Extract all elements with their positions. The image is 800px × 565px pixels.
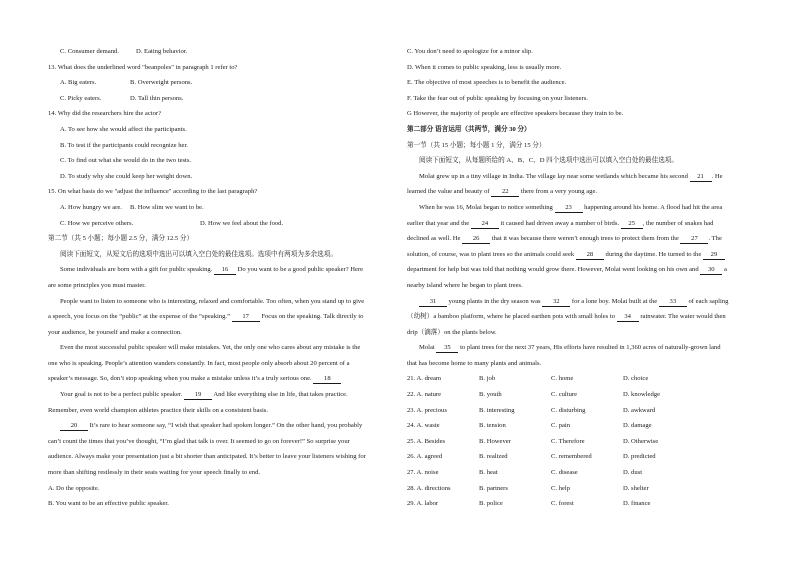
q15-option-b: B. How slim we want to be. [130, 203, 204, 211]
q12-option-c: C. Consumer demand. [60, 48, 119, 55]
blank-24[interactable]: 24 [471, 220, 499, 229]
q13-option-a: A. Big eaters. [60, 79, 97, 87]
blank-17[interactable]: 17 [232, 313, 260, 322]
blank-19[interactable]: 19 [184, 391, 212, 400]
q13-options-cd [48, 91, 390, 107]
option-c: C. You don’t need to apologize for a minor slip. [407, 48, 533, 55]
q14-option-b: B. To test if the participants could recognize her. [60, 141, 188, 149]
q14-option-c: C. To find out what she would do in the two tests. [60, 157, 192, 165]
blank-23[interactable]: 23 [555, 204, 583, 213]
passage-p5-line3: audience. Always make your presentation just a bit shorter than anticipated. It’s better to leave your listeners wishing for [48, 453, 366, 461]
q15-stem: 15. On what basis do we "adjust the influence" according to the last paragraph? [48, 188, 258, 196]
choice-row-29: 29. A. labor B. police C. forest D. finance [407, 500, 651, 508]
right-column [407, 44, 755, 512]
sec1-heading: 第一节（共 15 小题；每小题 1 分，满分 15 分） [407, 141, 546, 149]
passage-p4-line2: Remember, even world champion athletes practice their skills on a consistent basis. [48, 406, 269, 414]
blank-25[interactable]: 25 [621, 220, 643, 229]
q14-stem: 14. Why did the researchers hire the actor? [48, 110, 162, 118]
choice-row-22: 22. A. nature B. youth C. culture D. knowledge [407, 391, 660, 399]
q15-option-c: C. How we perceive others. [60, 219, 134, 227]
passage-p5-line1: 20 It’s rare to hear someone say, “I wish that speaker had spoken longer.” On the other hand, you probably [48, 418, 390, 434]
blank-21[interactable]: 21 [690, 173, 712, 182]
blank-29[interactable]: 29 [703, 251, 725, 260]
blank-31[interactable]: 31 [419, 298, 447, 307]
choice-row-25: 25. A. Besides B. However C. Therefore D. Otherwise [407, 437, 659, 445]
blank-20[interactable]: 20 [60, 422, 88, 431]
blank-16[interactable]: 16 [214, 266, 236, 275]
passage-p4-line1: Your goal is not to be a perfect public speaker. 19 And like everything else in life, that takes practice. [60, 391, 348, 399]
cloze-p2-line2: earlier that year and the 24 it caused had driven away a number of birds. 25 , the number of snakes had [407, 219, 714, 227]
choice-rows [407, 371, 755, 511]
blank-32[interactable]: 32 [542, 298, 570, 307]
q13-option-c: C. Picky eaters. [60, 94, 102, 102]
cloze-p2-line3: declined as well. He 26 that it was because there weren’t enough trees to protect them from the 27 . The [407, 235, 722, 243]
option-f: F. Take the fear out of public speaking by focusing on your listeners. [407, 94, 588, 102]
choice-row-27: 27. A. noise B. heat C. disease D. dust [407, 469, 643, 477]
cloze-p1-line2: learned the value and beauty of 22 there from a very young age. [407, 188, 598, 196]
passage-p2-line1: People want to listen to someone who is interesting, relaxed and comfortable. Too often, when you stand up to give [60, 297, 365, 305]
choice-row-21: 21. A. dream B. job C. home D. choice [407, 375, 649, 383]
passage-p2-line2: a speech, you focus on the “public” at the expense of the “speaking.” 17 Focus on the speaking. Talk directly to [48, 313, 364, 321]
blank-35[interactable]: 35 [436, 344, 458, 353]
left-column [48, 44, 390, 512]
cloze-p2-line1: When he was 16, Molai began to notice something 23 happening around his home. A flood had hit the area [419, 203, 723, 211]
choice-row-24: 24. A. waste B. tension C. pain D. damage [407, 422, 652, 430]
q15-options-cd [48, 216, 390, 232]
cloze-p2-line5: department for help but was told that nothing would grow there. However, Molai went looking on his own and 30 a [407, 266, 727, 274]
q15-options-ab [48, 200, 390, 216]
cloze-p3-line2: （幼树）a bamboo platform, where he placed earthen pots with small holes to 34 rainwater. The water would then [407, 313, 726, 321]
blank-34[interactable]: 34 [617, 313, 639, 322]
passage-p5-line2: can’t count the times that you’ve thought, “I’m glad that talk is over. It seemed to go on forever!” So surprise your [48, 437, 350, 445]
blank-28[interactable]: 28 [576, 251, 604, 260]
q14-option-a: A. To see how she would affect the participants. [60, 125, 187, 133]
q15-option-a: A. How hungry we are. [60, 203, 122, 211]
blank-22[interactable]: 22 [491, 188, 519, 197]
q13-option-b: B. Overweight persons. [130, 79, 193, 87]
cloze-p4-line2: that has become home to many plants and animals. [407, 359, 542, 367]
q12-options [48, 44, 390, 60]
option-g: G However, the majority of people are effective speakers because they train to be. [407, 110, 624, 118]
sec1-instructions: 阅读下面短文，从每题所给的 A、B、C、D 四个选项中选出可以填入空白处的最佳选项。 [419, 157, 678, 165]
blank-27[interactable]: 27 [680, 235, 708, 244]
q13-option-d: D. Tall thin persons. [130, 94, 184, 102]
option-b: B. You want to be an effective public speaker. [48, 500, 169, 508]
option-e: E. The objective of most speeches is to benefit the audience. [407, 79, 567, 87]
blank-26[interactable]: 26 [462, 235, 490, 244]
option-d: D. When it comes to public speaking, less is usually more. [407, 63, 562, 71]
cloze-p2-line6: nearby island where he began to plant trees. [407, 281, 523, 289]
passage-p3-line2: one who is speaking. People’s attention wanders constantly. In fact, most people only absorb about 20 percent of a [48, 359, 350, 367]
cloze-p3-line1: 31 young plants in the dry season was 32 for a lone boy. Molai built at the 33 of each sapling [407, 294, 755, 310]
cloze-p2-line4: solution, of course, was to plant trees so the animals could seek 28 during the daytime. He turned to the 29 [407, 247, 755, 263]
passage-p3-line1: Even the most successful public speaker will make mistakes. Yet, the only one who cares about any mistake is the [60, 344, 361, 352]
cloze-p4-line1: Molai 35 to plant trees for the next 37 years, His efforts have resulted in 1,360 acres of naturally-grown land [419, 344, 721, 352]
cloze-p3-line3: drip（滴落）on the plants below. [407, 328, 497, 336]
passage-p1-line2: are some principles you must master. [48, 281, 146, 289]
q15-option-d: D. How we feel about the food. [200, 219, 284, 227]
option-a: A. Do the opposite. [48, 484, 100, 492]
q13-stem: 13. What does the underlined word "beanpoles" in paragraph 1 refer to? [48, 63, 238, 71]
section2-heading: 第二节（共 5 小题；每小题 2.5 分，满分 12.5 分） [48, 235, 194, 243]
choice-row-23: 23. A. precious B. interesting C. disturbing D. awkward [407, 406, 656, 414]
passage-p1-line1: Some individuals are born with a gift for public speaking. 16 Do you want to be a good public speaker? Here [60, 266, 364, 274]
choice-row-28: 28. A. directions B. partners C. help D. shelter [407, 484, 649, 492]
part2-heading: 第二部分 语言运用（共两节，满分 30 分） [407, 125, 531, 133]
q14-option-d: D. To study why she could keep her weight down. [60, 172, 193, 180]
section2-instructions: 阅读下面短文，从短文后的选项中选出可以填入空白处的最佳选项。选项中有两项为多余选项。 [60, 250, 337, 258]
cloze-p1-line1: Molai grew up in a tiny village in India. The village lay near some wetlands which became his second 21 . He [419, 172, 723, 180]
q13-options-ab [48, 75, 390, 91]
passage-p5-line4: more than shifting restlessly in their seats waiting for your speech finally to end. [48, 469, 261, 477]
blank-30[interactable]: 30 [700, 266, 722, 275]
passage-p3-line3: speaker’s message. So, don’t stop speaking when you make a mistake unless it’s a truly serious one. 18 [48, 371, 390, 387]
choice-row-26: 26. A. agreed B. realized C. remembered D. predicted [407, 453, 656, 461]
blank-33[interactable]: 33 [659, 298, 687, 307]
passage-p2-line3: your audience, be yourself and make a connection. [48, 328, 182, 336]
q12-option-d: D. Eating behavior. [136, 48, 188, 55]
blank-18[interactable]: 18 [313, 375, 341, 384]
